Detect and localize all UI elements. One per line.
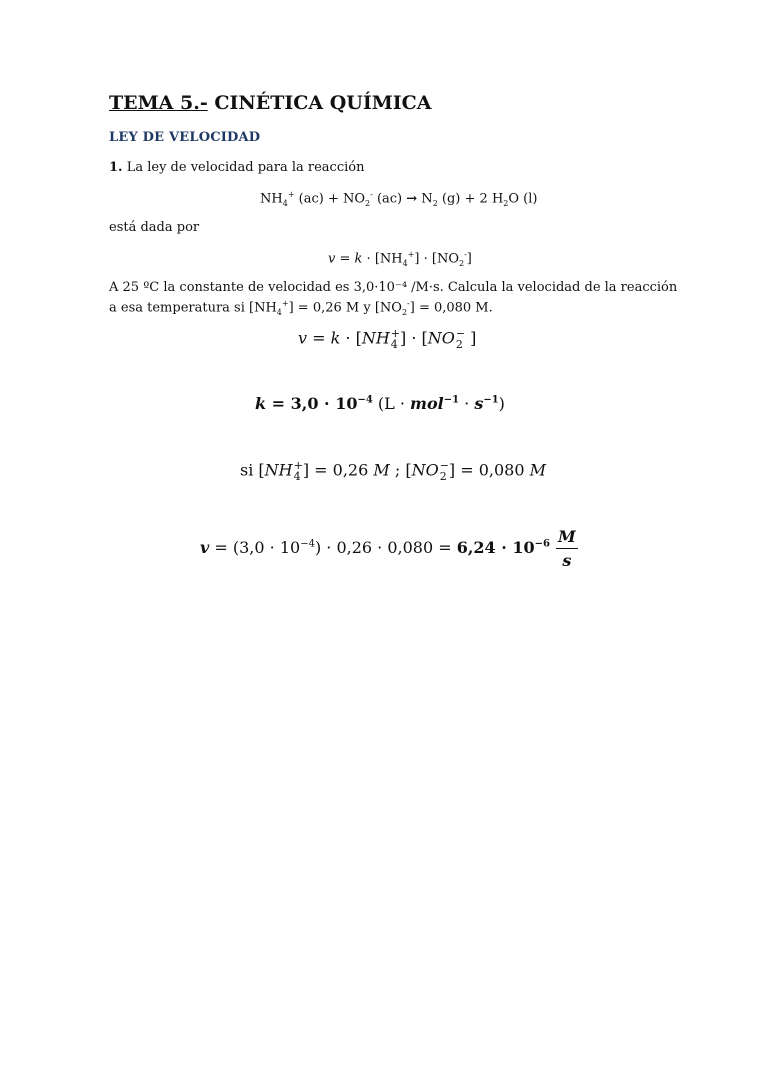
eq1-nh-sup: + [390,327,400,340]
eq2-exp: −4 [357,394,373,406]
eq3-b: ] = 0,080 [448,460,530,480]
title-rest: CINÉTICA QUÍMICA [207,92,432,114]
eq3-si: si [ [240,460,265,480]
statement-2a: a esa temperatura si [NH [109,300,277,316]
eq1-nh-sub: 4 [390,338,398,351]
law-rest2: ] · [NO [414,251,459,267]
eq4-result: 6,24 · 10 [456,538,535,557]
eq1-dot2: ] · [ [400,328,428,348]
section-heading: LEY DE VELOCIDAD [109,130,261,145]
solution-equation-2 [255,394,505,413]
eq1-no-scripts [456,328,465,350]
law-v: v [328,251,336,267]
eq2-k: k [255,394,267,413]
problem-number: 1. [109,160,123,175]
statement-line-1: A 25 ºC la constante de velocidad es 3,0·10⁻⁴ /M·s. Calcula la velocidad de la reacción [109,280,678,295]
given-by-text: está dada por [109,220,200,235]
statement-2-sup1: + [281,299,289,308]
arrow-icon: → [406,191,418,207]
eq1-v: v [298,328,308,348]
statement-line-2 [109,299,493,317]
eq2-mol: mol [410,394,444,413]
rate-law [328,250,472,268]
eq2-dot: · [459,394,475,413]
solution-equation-3 [240,460,546,482]
eq3-nh-scripts [294,460,303,482]
eq1-end: ] [465,328,477,348]
reaction-p1: N [417,191,433,207]
solution-equation-1 [298,328,476,350]
problem-intro [109,160,364,175]
eq4-result-exp: −6 [534,538,550,550]
reaction-r1-sub: 4 [282,198,288,208]
eq2-mol-exp: −1 [443,394,460,406]
eq2-value: = 3,0 · 10 [266,394,358,413]
law-k: k [354,251,363,267]
eq3-nh-sup: + [293,459,303,472]
law-eq: = [335,251,355,267]
eq3-a: ] = 0,26 [302,460,374,480]
eq1-mid: = [307,328,331,348]
page-title [109,92,432,114]
eq2-s-exp: −1 [483,394,499,406]
eq3-nh: NH [264,460,293,480]
eq1-k: k [330,328,341,348]
eq1-nh: NH [361,328,390,348]
reaction-p1-state: (g) + 2 H [437,191,504,207]
reaction-p2-state: O (l) [508,191,538,207]
eq4-exp1: −4 [300,538,315,550]
reaction-r1: NH [260,191,283,207]
title-prefix: TEMA 5.- [109,92,208,114]
problem-intro-text: La ley de velocidad para la reacción [122,160,365,175]
eq3-no-sup: − [439,459,449,472]
law-rest3: ] [466,251,472,267]
statement-2-sup2: - [407,299,410,308]
law-s1: 4 [402,258,408,268]
law-s2: 2 [458,258,465,268]
statement-2c: ] = 0,080 M. [409,300,493,316]
eq1-dot1: · [ [340,328,362,348]
reaction-r2-sub: 2 [365,198,371,208]
reaction-r1-state: (ac) + NO [294,191,366,207]
eq4-num: M [556,527,578,549]
statement-2b: ] = 0,26 M y [NO [288,300,402,316]
eq3-m1: M [373,460,390,480]
statement-2-sub1: 4 [276,307,282,317]
reaction-equation [260,190,537,208]
statement-2-sub2: 2 [401,307,408,317]
eq3-no-sub: 2 [439,470,447,483]
eq3-nh-sub: 4 [293,470,301,483]
eq2-s: s [474,394,484,413]
reaction-r2-sup: - [370,190,373,199]
eq1-no-sup: − [455,327,466,340]
eq1-no: NO [427,328,455,348]
reaction-r1-sup: + [287,190,295,199]
eq3-m2: M [529,460,547,480]
law-sp1: + [407,250,415,259]
law-rest1: · [NH [362,251,403,267]
eq3-no-scripts [440,460,449,482]
reaction-p2-sub: 2 [503,198,509,208]
reaction-p1-sub: 2 [432,198,438,208]
eq4-den: s [562,551,572,570]
eq2-units-open: (L · [372,394,411,413]
eq4-fraction [556,527,578,570]
eq4-calc2: ) · 0,26 · 0,080 = [314,538,457,557]
eq4-v: v [200,538,210,557]
eq2-units-close: ) [498,394,505,413]
law-sp2: - [464,250,467,259]
solution-equation-4 [200,527,578,570]
eq3-sep: ; [ [389,460,412,480]
reaction-r2-state: (ac) [372,191,407,207]
eq3-no: NO [411,460,439,480]
eq1-no-sub: 2 [455,338,463,351]
eq4-calc: = (3,0 · 10 [209,538,301,557]
eq1-nh-scripts [391,328,400,350]
